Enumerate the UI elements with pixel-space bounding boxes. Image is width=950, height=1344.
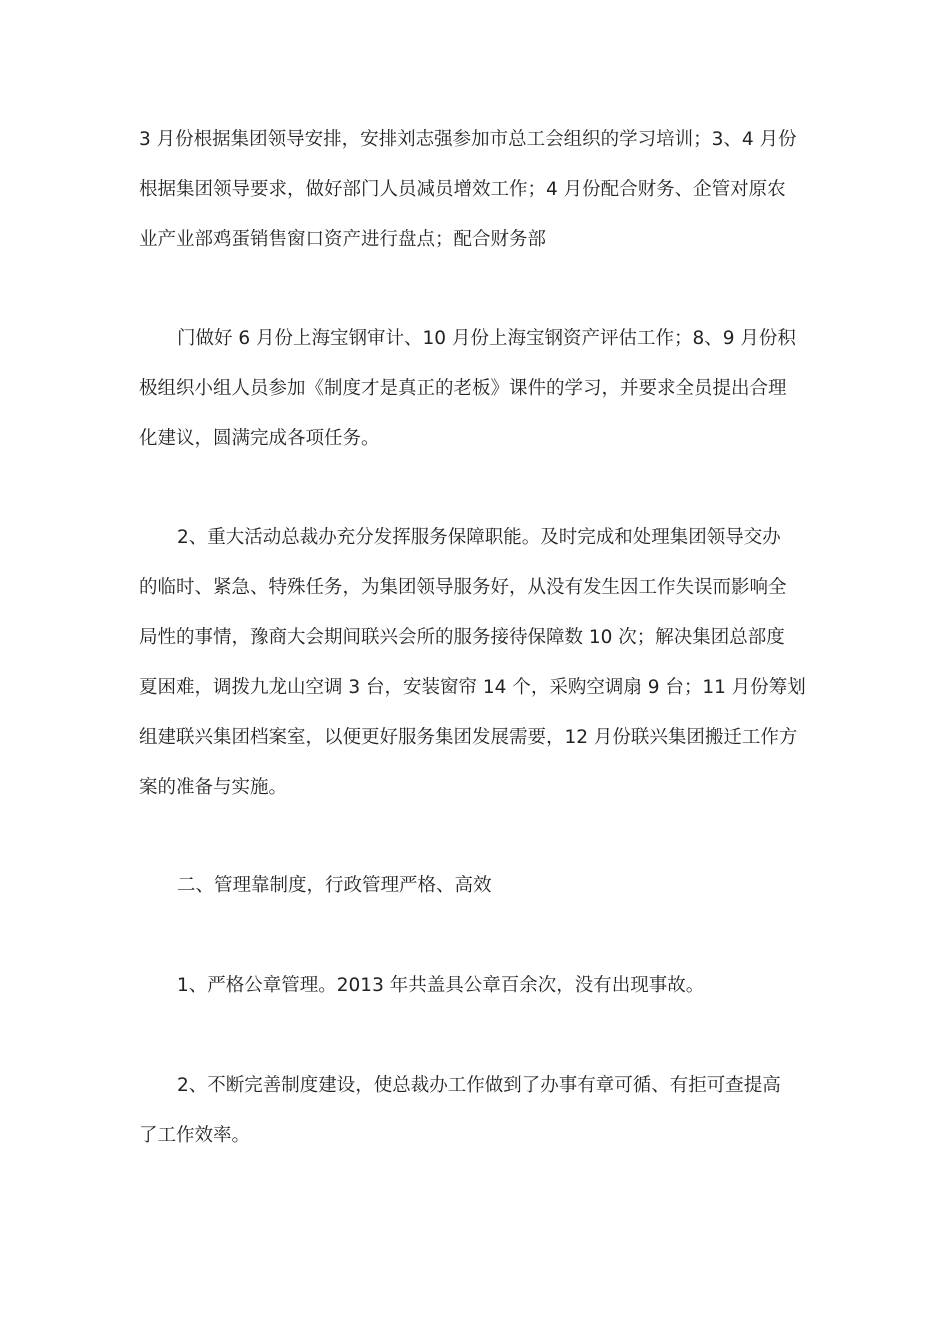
text-line: 2、不断完善制度建设，使总裁办工作做到了办事有章可循、有拒可查提高 [177, 1075, 781, 1096]
text-line: 了工作效率。 [139, 1125, 251, 1146]
paragraph-2 [139, 314, 814, 464]
text-line: 2、重大活动总裁办充分发挥服务保障职能。及时完成和处理集团领导交办 [177, 527, 781, 548]
section-heading [139, 861, 814, 911]
text-line: 组建联兴集团档案室，以便更好服务集团发展需要，12 月份联兴集团搬迁工作方 [139, 727, 798, 748]
text-line: 二、管理靠制度，行政管理严格、高效 [177, 875, 492, 896]
text-line: 的临时、紧急、特殊任务，为集团领导服务好，从没有发生因工作失误而影响全 [139, 577, 787, 598]
text-line: 门做好 6 月份上海宝钢审计、10 月份上海宝钢资产评估工作；8、9 月份积 [177, 328, 796, 349]
paragraph-6 [139, 1061, 814, 1161]
text-line: 根据集团领导要求，做好部门人员减员增效工作；4 月份配合财务、企管对原农 [139, 179, 786, 200]
text-line: 极组织小组人员参加《制度才是真正的老板》课件的学习，并要求全员提出合理 [139, 378, 787, 399]
text-line: 化建议，圆满完成各项任务。 [139, 428, 380, 449]
paragraph-5 [139, 961, 814, 1011]
text-line: 3 月份根据集团领导安排，安排刘志强参加市总工会组织的学习培训；3、4 月份 [139, 129, 797, 150]
paragraph-3 [139, 513, 814, 813]
text-line: 案的准备与实施。 [139, 777, 288, 798]
text-line: 业产业部鸡蛋销售窗口资产进行盘点；配合财务部 [139, 229, 547, 250]
text-line: 夏困难，调拨九龙山空调 3 台，安装窗帘 14 个，采购空调扇 9 台；11 月份筹划 [139, 677, 806, 698]
text-line: 局性的事情，豫商大会期间联兴会所的服务接待保障数 10 次；解决集团总部度 [139, 627, 785, 648]
paragraph-1 [139, 115, 814, 265]
text-line: 1、严格公章管理。2013 年共盖具公章百余次，没有出现事故。 [177, 975, 705, 996]
